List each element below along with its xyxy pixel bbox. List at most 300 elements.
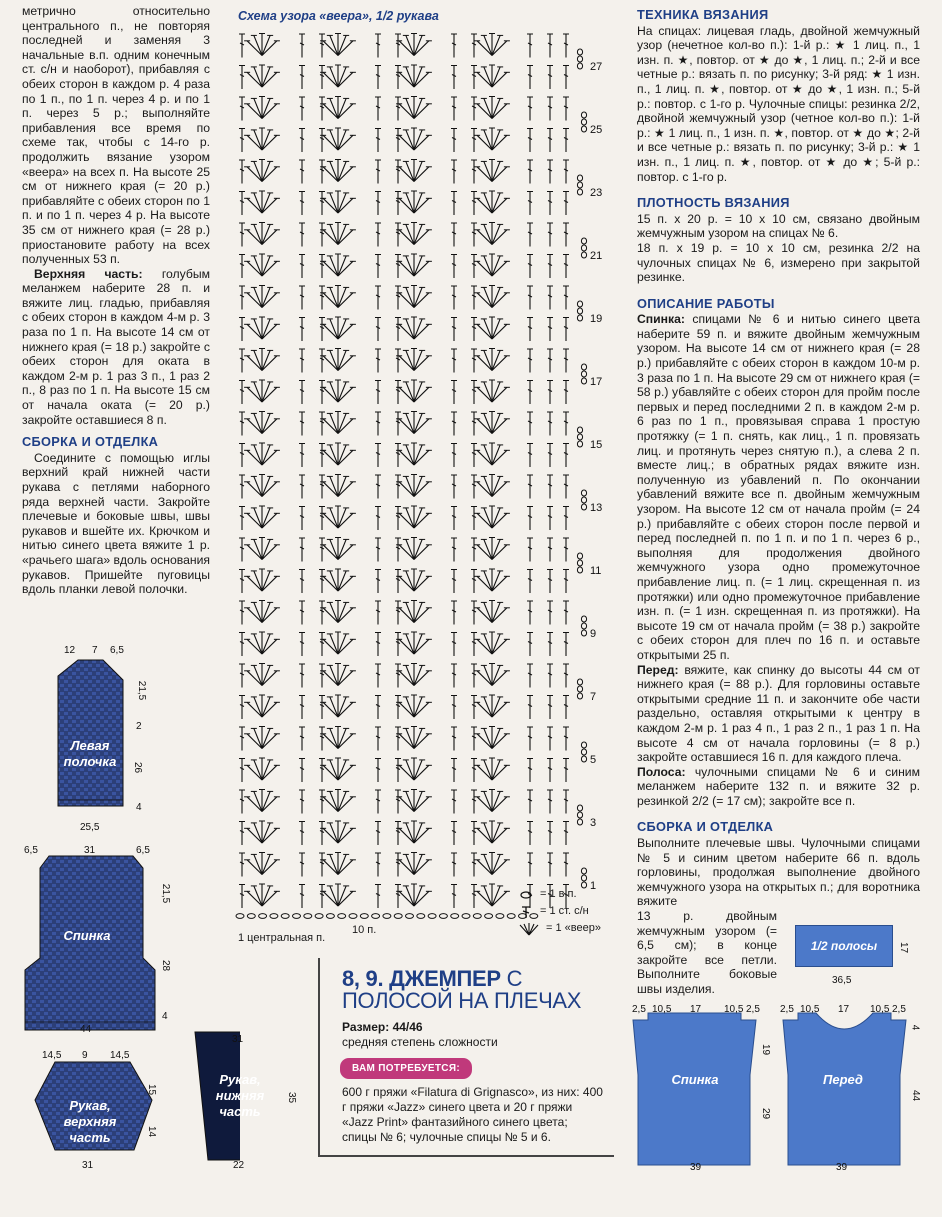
dim: 44: [910, 1089, 922, 1102]
dc-stitch: [299, 318, 305, 342]
fan-stitch: [320, 34, 356, 56]
dc-stitch: [563, 853, 569, 877]
dc-stitch: [375, 822, 381, 846]
dc-stitch: [375, 507, 381, 531]
fan-stitch: [320, 853, 356, 875]
dc-stitch: [471, 570, 477, 594]
dc-stitch: [319, 633, 325, 657]
dc-stitch: [527, 34, 533, 58]
chain-stitch-icon: [518, 890, 534, 900]
fan-stitch: [320, 664, 356, 686]
dc-stitch: [527, 97, 533, 121]
dim: 44: [80, 1024, 92, 1035]
upper-part-text: голубым меланжем наберите 28 п. и вяжите лиц. гладью, прибавляя с обеих сторон в каждом 4-м р. 3 раза по 1 п. На высоте 14 см от нижнего края (= 18 р.) закройте с обеих сторон для оката в каждом 2-м р. 1 раз 3 п., 1 раз 2 п., 8 раз по 1 п. На высоте 15 см от начала оката (= 20 р.) закройте оставшиеся 8 п.: [22, 266, 210, 427]
dc-stitch: [547, 34, 553, 58]
dc-stitch: [527, 192, 533, 216]
dc-stitch: [563, 696, 569, 720]
dc-stitch: [319, 822, 325, 846]
work-heading: ОПИСАНИЕ РАБОТЫ: [637, 295, 775, 311]
double-crochet-icon: [518, 905, 534, 919]
dc-stitch: [527, 66, 533, 90]
fan-stitch: [396, 853, 432, 875]
dc-stitch: [471, 192, 477, 216]
dc-stitch: [527, 255, 533, 279]
chart-row: [239, 632, 569, 656]
dc-stitch: [375, 444, 381, 468]
dc-stitch: [471, 759, 477, 783]
dim: 21,5: [160, 883, 172, 904]
dc-stitch: [299, 286, 305, 310]
fan-stitch: [474, 821, 510, 843]
dc-stitch: [319, 475, 325, 499]
dc-stitch: [563, 66, 569, 90]
dim: 2,5: [780, 1004, 794, 1015]
fan-stitch: [396, 790, 432, 812]
dc-stitch: [527, 475, 533, 499]
dc-stitch: [239, 192, 245, 216]
dc-stitch: [395, 349, 401, 373]
dc-stitch: [471, 223, 477, 247]
dc-stitch: [299, 822, 305, 846]
dc-stitch: [547, 759, 553, 783]
fan-stitch: [474, 380, 510, 402]
dc-stitch: [563, 444, 569, 468]
density-text-1: 15 п. х 20 р. = 10 х 10 см, связано двойным жемчужным узором на спицах № 6.: [637, 211, 920, 241]
chart-row: [239, 853, 569, 877]
fan-stitch: [396, 601, 432, 623]
front-label: Перед:: [637, 662, 679, 677]
dc-stitch: [239, 129, 245, 153]
fan-stitch: [396, 727, 432, 749]
dc-stitch: [319, 129, 325, 153]
dc-stitch: [547, 790, 553, 814]
dim: 4: [136, 802, 142, 813]
fan-stitch: [320, 128, 356, 150]
fan-stitch: [320, 443, 356, 465]
dc-stitch: [375, 696, 381, 720]
fan-stitch: [244, 349, 280, 371]
dc-stitch: [471, 444, 477, 468]
dc-stitch: [239, 475, 245, 499]
dc-stitch: [471, 286, 477, 310]
dc-stitch: [547, 633, 553, 657]
dim: 6,5: [24, 845, 38, 856]
dc-stitch: [547, 192, 553, 216]
fan-stitch: [244, 632, 280, 654]
chart-stitch-count: 10 п.: [352, 924, 377, 936]
dc-stitch: [451, 97, 457, 121]
dim: 35: [286, 1091, 298, 1104]
dc-stitch: [395, 822, 401, 846]
dc-stitch: [527, 223, 533, 247]
fan-stitch: [320, 569, 356, 591]
assembly-text-left: Соедините с помощью иглы верхний край нижней части рукава с петлями наборного ряда верхней части. Закройте плечевые и боковые швы, швы рукавов и вшейте их. Крючком и нитью синего цвета вяжите 1 р. «рачьего шага» вдоль основания рукавов. Пришейте пуговицы вдоль планки левой полочки.: [22, 450, 211, 597]
dc-stitch: [563, 97, 569, 121]
dc-stitch: [239, 318, 245, 342]
dim: 36,5: [832, 975, 852, 986]
materials-badge: ВАМ ПОТРЕБУЕТСЯ:: [340, 1058, 472, 1079]
dc-stitch: [451, 381, 457, 405]
dc-stitch: [239, 223, 245, 247]
assembly-heading-left: СБОРКА И ОТДЕЛКА: [22, 434, 159, 450]
fan-stitch: [474, 475, 510, 497]
fan-stitch: [244, 412, 280, 434]
row-number: 3: [590, 817, 597, 829]
chart-row: [239, 191, 569, 215]
dc-stitch: [563, 507, 569, 531]
fan-stitch: [396, 349, 432, 371]
dc-stitch: [471, 160, 477, 184]
row-number: 27: [590, 61, 603, 73]
fan-stitch: [244, 223, 280, 245]
turning-chain: [577, 553, 582, 573]
dc-stitch: [395, 759, 401, 783]
front-piece-right: [783, 1013, 906, 1165]
dc-stitch: [451, 475, 457, 499]
dc-stitch: [395, 853, 401, 877]
dim: 17: [838, 1004, 850, 1015]
fan-stitch: [396, 97, 432, 119]
chart-row: [239, 380, 569, 404]
dc-stitch: [547, 349, 553, 373]
dc-stitch: [563, 255, 569, 279]
dc-stitch: [375, 664, 381, 688]
chart-row: [239, 349, 569, 373]
dc-stitch: [563, 475, 569, 499]
technique-heading: ТЕХНИКА ВЯЗАНИЯ: [637, 7, 769, 22]
dc-stitch: [451, 696, 457, 720]
dc-stitch: [471, 601, 477, 625]
row-number: 19: [590, 313, 603, 325]
dc-stitch: [547, 381, 553, 405]
fan-stitch: [474, 538, 510, 560]
dc-stitch: [563, 633, 569, 657]
fan-stitch: [474, 34, 510, 56]
dc-stitch: [299, 381, 305, 405]
fan-stitch: [244, 254, 280, 276]
fan-stitch: [396, 695, 432, 717]
dc-stitch: [319, 853, 325, 877]
dc-stitch: [527, 349, 533, 373]
fan-stitch: [396, 128, 432, 150]
dc-stitch: [299, 601, 305, 625]
dc-stitch: [319, 696, 325, 720]
dc-stitch: [527, 853, 533, 877]
dim: 28: [160, 959, 172, 972]
product-title-rest: С ПОЛОСОЙ НА ПЛЕЧАХ: [342, 966, 582, 1013]
front-text: вяжите, как спинку до высоты 44 см от нижнего края (= 88 р.). Для горловины оставьте открытыми средние 11 п. и закончите обе части раздельно, оставляя открытыми к центру в каждом 2-м р. 1 раз 4 п., 1 раз 2 п., 1 раз 1 п. На высоте 4 см от начала горловины (= 8 р.) закройте оставшиеся 16 п. для каждого плеча.: [637, 662, 920, 765]
dc-stitch: [375, 412, 381, 436]
dc-stitch: [527, 129, 533, 153]
fan-stitch: [244, 34, 280, 56]
dc-stitch: [239, 34, 245, 58]
dc-stitch: [395, 286, 401, 310]
fan-stitch: [244, 443, 280, 465]
turning-chain: [577, 805, 582, 825]
chart-row: [239, 538, 569, 562]
fan-stitch: [396, 160, 432, 182]
fan-stitch: [396, 254, 432, 276]
dc-stitch: [471, 475, 477, 499]
fan-stitch: [320, 758, 356, 780]
dc-stitch: [527, 160, 533, 184]
fan-stitch: [320, 695, 356, 717]
dc-stitch: [471, 381, 477, 405]
dc-stitch: [547, 286, 553, 310]
chart-title: Схема узора «веера», 1/2 рукава: [238, 9, 439, 23]
fan-stitch: [474, 317, 510, 339]
dc-stitch: [547, 664, 553, 688]
dc-stitch: [395, 570, 401, 594]
legend-item-dc: [518, 903, 601, 920]
dc-stitch: [319, 759, 325, 783]
dc-stitch: [547, 129, 553, 153]
dc-stitch: [299, 129, 305, 153]
dim: 21,5: [136, 680, 148, 701]
fan-stitch: [244, 475, 280, 497]
stripe-text: чулочными спицами № 6 и синим меланжем наберите 132 п. и вяжите 32 р. резинкой 2/2 (= 17 см); закройте все п.: [637, 764, 920, 808]
fan-stitch: [320, 601, 356, 623]
dc-stitch: [319, 318, 325, 342]
dc-stitch: [471, 255, 477, 279]
dc-stitch: [563, 538, 569, 562]
dim: 25,5: [80, 822, 100, 833]
dc-stitch: [299, 412, 305, 436]
fan-stitch: [244, 97, 280, 119]
fan-stitch: [244, 758, 280, 780]
fan-stitch: [244, 538, 280, 560]
legend-chain-text: = 1 в.п.: [540, 888, 577, 900]
dc-stitch: [563, 727, 569, 751]
dc-stitch: [395, 160, 401, 184]
dc-stitch: [299, 507, 305, 531]
fan-stitch: [320, 97, 356, 119]
fan-stitch: [320, 317, 356, 339]
dc-stitch: [395, 507, 401, 531]
dim: 4: [162, 1011, 168, 1022]
chart-row: [239, 569, 569, 593]
fan-stitch: [396, 821, 432, 843]
dc-stitch: [319, 223, 325, 247]
sleeve-top-label: Рукав, верхняя часть: [63, 1098, 117, 1145]
dc-stitch: [471, 318, 477, 342]
dc-stitch: [563, 286, 569, 310]
dc-stitch: [547, 66, 553, 90]
turning-chain: [577, 49, 582, 69]
dim: 14: [146, 1125, 158, 1138]
fan-stitch: [244, 853, 280, 875]
fan-stitch: [320, 821, 356, 843]
dc-stitch: [299, 34, 305, 58]
fan-stitch: [474, 790, 510, 812]
fan-stitch: [244, 65, 280, 87]
turning-chain: [577, 301, 582, 321]
dc-stitch: [299, 790, 305, 814]
dc-stitch: [527, 822, 533, 846]
density-heading: ПЛОТНОСТЬ ВЯЗАНИЯ: [637, 195, 790, 211]
dc-stitch: [239, 97, 245, 121]
fan-stitch: [244, 790, 280, 812]
dc-stitch: [527, 601, 533, 625]
dc-stitch: [375, 727, 381, 751]
fan-stitch: [474, 727, 510, 749]
dc-stitch: [471, 727, 477, 751]
dc-stitch: [563, 412, 569, 436]
dc-stitch: [375, 255, 381, 279]
fan-stitch: [474, 632, 510, 654]
dc-stitch: [563, 601, 569, 625]
dc-stitch: [299, 727, 305, 751]
dc-stitch: [471, 412, 477, 436]
fan-stitch: [474, 412, 510, 434]
fan-stitch: [396, 569, 432, 591]
fan-stitch: [474, 884, 510, 906]
fan-stitch: [244, 506, 280, 528]
dc-stitch: [299, 853, 305, 877]
dc-stitch: [547, 412, 553, 436]
fan-stitch: [474, 97, 510, 119]
dc-stitch: [547, 727, 553, 751]
fan-stitch: [320, 727, 356, 749]
dim: 31: [84, 845, 96, 856]
dc-stitch: [375, 475, 381, 499]
chart-row: [239, 821, 569, 845]
dc-stitch: [299, 664, 305, 688]
dc-stitch: [239, 412, 245, 436]
dc-stitch: [547, 538, 553, 562]
assembly-text-right-2: 13 р. двойным жемчужным узором (= 6,5 см); в конце закройте все петли. Выполните боковые швы изделия.: [637, 909, 777, 996]
chart-row: [239, 254, 569, 278]
dc-stitch: [527, 286, 533, 310]
fan-stitch: [396, 65, 432, 87]
dc-stitch: [563, 349, 569, 373]
dc-stitch: [395, 790, 401, 814]
dc-stitch: [299, 255, 305, 279]
dim: 17: [898, 941, 910, 954]
difficulty: средняя степень сложности: [342, 1035, 498, 1049]
fan-stitch: [244, 160, 280, 182]
dim: 26: [132, 761, 144, 774]
dc-stitch: [375, 601, 381, 625]
product-title: [342, 968, 604, 1012]
dim: 2,5: [746, 1004, 760, 1015]
product-title-number: 8, 9. ДЖЕМПЕР: [342, 966, 501, 991]
dc-stitch: [395, 664, 401, 688]
dc-stitch: [563, 570, 569, 594]
dc-stitch: [471, 97, 477, 121]
dim: 14,5: [110, 1050, 130, 1061]
dim: 12: [64, 645, 76, 656]
dc-stitch: [547, 160, 553, 184]
dc-stitch: [395, 475, 401, 499]
dc-stitch: [451, 727, 457, 751]
dc-stitch: [319, 885, 325, 909]
dc-stitch: [239, 286, 245, 310]
fan-stitch: [474, 443, 510, 465]
dc-stitch: [563, 192, 569, 216]
dc-stitch: [451, 66, 457, 90]
dim: 39: [836, 1162, 848, 1173]
materials-text: 600 г пряжи «Filatura di Grignasco», из них: 400 г пряжи «Jazz» синего цвета и 20 г пряжи «Jazz Print» фантазийного синего цвета; спицы № 6; чулочные спицы № 5 и 6.: [342, 1085, 603, 1144]
turning-chain: [577, 427, 582, 447]
row-number: 21: [590, 250, 603, 262]
dc-stitch: [547, 444, 553, 468]
dc-stitch: [319, 570, 325, 594]
chart-row: [239, 758, 569, 782]
dc-stitch: [451, 601, 457, 625]
fan-stitch: [320, 160, 356, 182]
row-number: 23: [590, 187, 603, 199]
fan-stitch: [396, 317, 432, 339]
dc-stitch: [299, 475, 305, 499]
dc-stitch: [527, 696, 533, 720]
legend-item-chain: [518, 886, 601, 903]
dc-stitch: [471, 66, 477, 90]
fan-stitch: [474, 601, 510, 623]
dim: 14,5: [42, 1050, 62, 1061]
dc-stitch: [547, 507, 553, 531]
row-number: 9: [590, 628, 597, 640]
dc-stitch: [319, 444, 325, 468]
dc-stitch: [319, 34, 325, 58]
dc-stitch: [547, 570, 553, 594]
dc-stitch: [239, 66, 245, 90]
dc-stitch: [375, 34, 381, 58]
dim: 22: [233, 1160, 245, 1171]
fan-stitch: [320, 286, 356, 308]
dc-stitch: [451, 790, 457, 814]
dc-stitch: [547, 318, 553, 342]
dc-stitch: [375, 759, 381, 783]
dc-stitch: [471, 853, 477, 877]
dc-stitch: [547, 255, 553, 279]
fan-stitch: [474, 128, 510, 150]
dc-stitch: [451, 633, 457, 657]
sleeve-bottom-label: Рукав, нижняя часть: [215, 1072, 265, 1119]
fan-stitch: [396, 412, 432, 434]
left-front-piece: [58, 660, 123, 806]
dc-stitch: [563, 759, 569, 783]
fan-stitch: [244, 191, 280, 213]
dc-stitch: [471, 885, 477, 909]
fan-stitch: [320, 254, 356, 276]
fan-stitch: [474, 506, 510, 528]
dc-stitch: [471, 633, 477, 657]
dim: 4: [909, 1024, 921, 1031]
turning-chain: [581, 868, 586, 888]
dc-stitch: [451, 885, 457, 909]
garment-schematics-right: [630, 1010, 930, 1170]
dc-stitch: [375, 633, 381, 657]
dc-stitch: [319, 160, 325, 184]
turning-chain: [581, 364, 586, 384]
fan-stitch: [244, 380, 280, 402]
dim: 17: [690, 1004, 702, 1015]
chart-row: [239, 506, 569, 530]
dim: 10,5: [870, 1004, 890, 1015]
dc-stitch: [527, 633, 533, 657]
dc-stitch: [395, 601, 401, 625]
chart-row: [239, 412, 569, 436]
dc-stitch: [395, 444, 401, 468]
dc-stitch: [375, 129, 381, 153]
dc-stitch: [299, 570, 305, 594]
dim: 9: [82, 1050, 88, 1061]
left-text-column: [22, 4, 210, 597]
fan-stitch: [396, 475, 432, 497]
back-piece-right: [633, 1013, 756, 1165]
dim: 2: [136, 721, 142, 732]
